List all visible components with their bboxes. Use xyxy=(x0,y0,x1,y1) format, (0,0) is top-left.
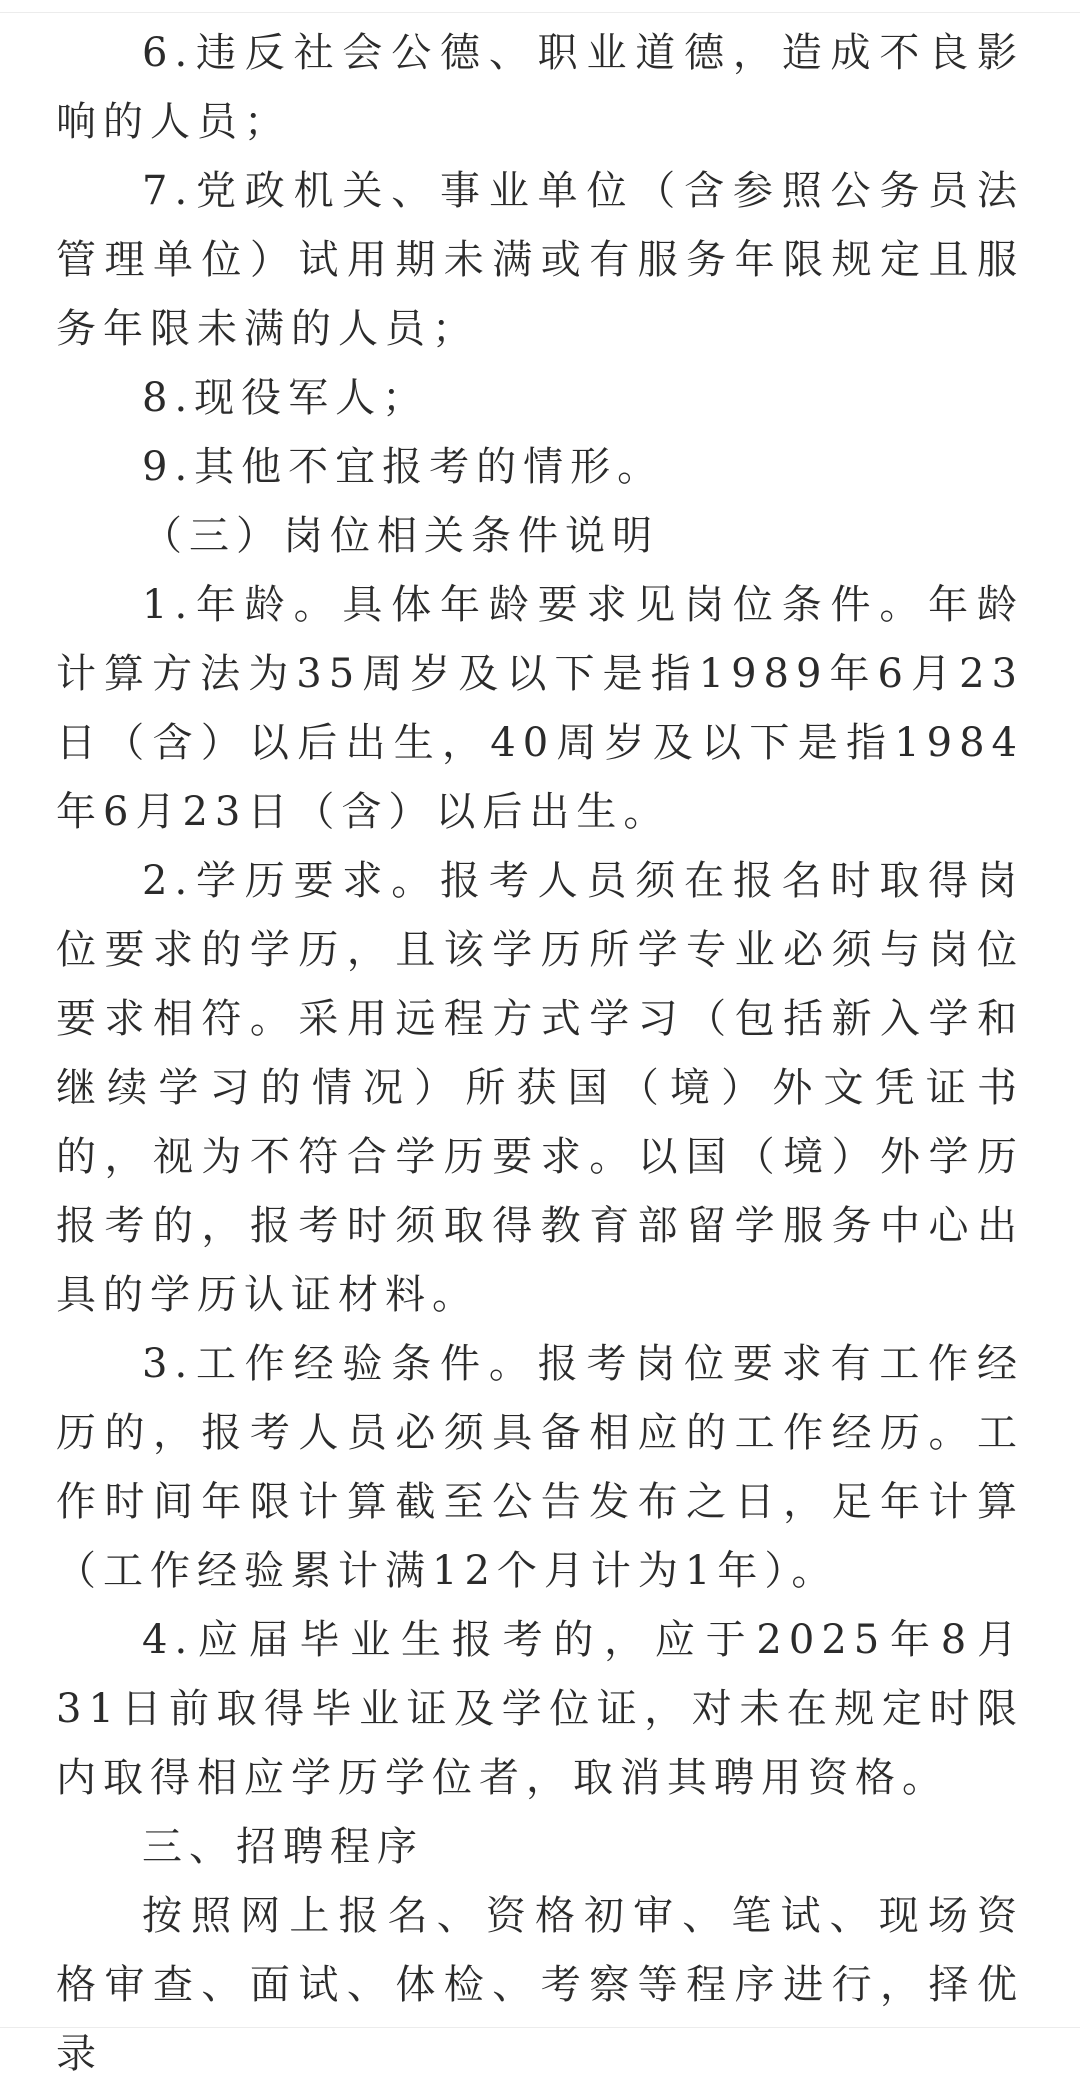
paragraph-item-8: 8.现役军人； xyxy=(142,375,430,421)
document-body xyxy=(56,19,1024,2089)
paragraph-education: 2.学历要求。报考人员须在报名时取得岗位要求的学历，且该学历所学专业必须与岗位要求相符。采用远程方式学习（包括新入学和继续学习的情况）所获国（境）外文凭证书的，视为不符合学历要求。以国（境）外学历报考的，报考时须取得教育部留学服务中心出具的学历认证材料。 xyxy=(56,858,1024,1318)
paragraph-age: 1.年龄。具体年龄要求见岗位条件。年龄计算方法为35周岁及以下是指1989年6月23日（含）以后出生，40周岁及以下是指1984年6月23日（含）以后出生。 xyxy=(56,582,1024,835)
paragraph-graduates: 4.应届毕业生报考的，应于2025年8月31日前取得毕业证及学位证，对未在规定时限内取得相应学历学位者，取消其聘用资格。 xyxy=(56,1617,1024,1801)
section-heading-procedure: 三、招聘程序 xyxy=(142,1824,424,1870)
top-divider xyxy=(0,12,1080,13)
paragraph-procedure: 按照网上报名、资格初审、笔试、现场资格审查、面试、体检、考察等程序进行，择优录 xyxy=(56,1893,1024,2077)
section-heading-conditions: （三）岗位相关条件说明 xyxy=(142,513,659,559)
paragraph-item-7: 7.党政机关、事业单位（含参照公务员法管理单位）试用期未满或有服务年限规定且服务年限未满的人员； xyxy=(56,168,1024,352)
paragraph-item-9: 9.其他不宜报考的情形。 xyxy=(142,444,665,490)
paragraph-work-experience: 3.工作经验条件。报考岗位要求有工作经历的，报考人员必须具备相应的工作经历。工作时间年限计算截至公告发布之日，足年计算（工作经验累计满12个月计为1年）。 xyxy=(56,1341,1024,1594)
paragraph-item-6: 6.违反社会公德、职业道德，造成不良影响的人员； xyxy=(56,30,1024,145)
bottom-divider xyxy=(0,2027,1080,2028)
